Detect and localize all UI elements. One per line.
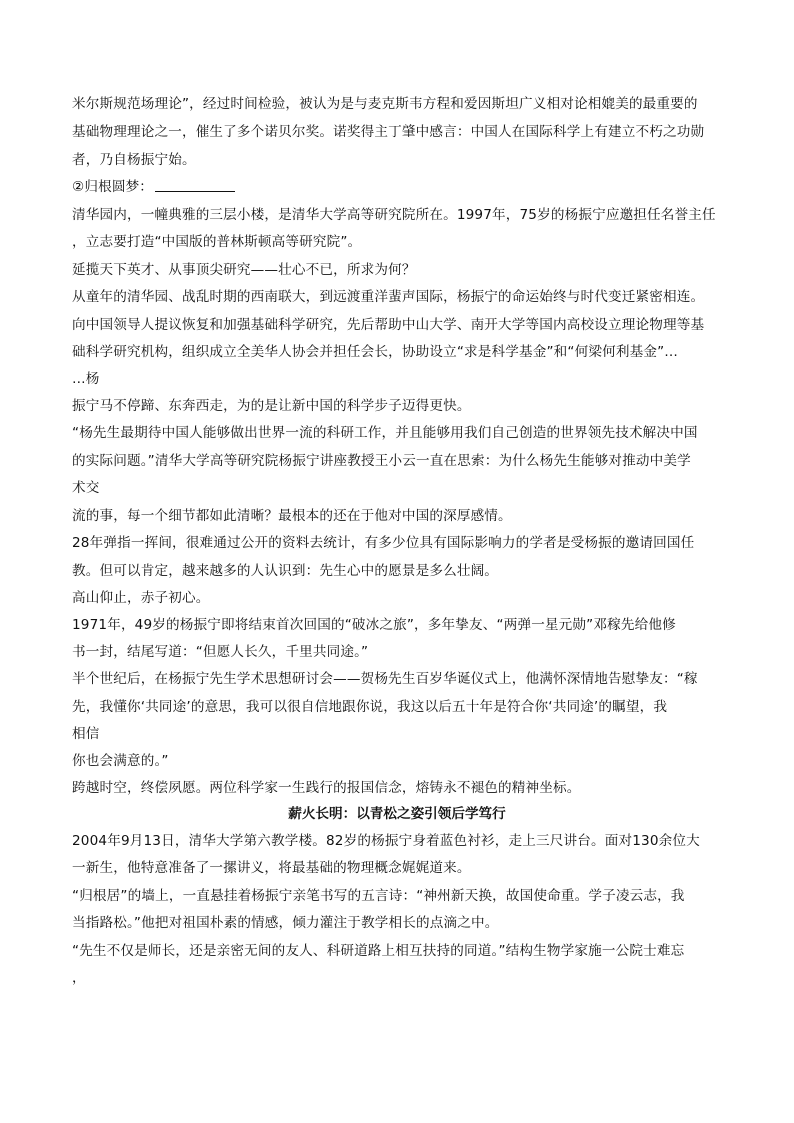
text-line: “杨先生最期待中国人能够做出世界一流的科研工作，并且能够用我们自己创造的世界领先技术解决中国 (72, 425, 698, 441)
text-line: ， (72, 970, 86, 986)
text-line: 你也会满意的。” (72, 753, 169, 769)
text-line: 28年弹指一挥间，很难通过公开的资料去统计，有多少位具有国际影响力的学者是受杨振的邀请回国任 (72, 535, 695, 551)
text-line: 础科学研究机构，组织成立全美华人协会并担任会长，协助设立“求是科学基金”和“何梁何利基金”… (72, 344, 679, 360)
text-line: 教。但可以肯定，越来越多的人认识到：先生心中的愿景是多么壮阔。 (72, 563, 499, 579)
section-label (72, 178, 235, 196)
text-line: 一新生，他特意准备了一摞讲义，将最基础的物理概念娓娓道来。 (72, 860, 471, 876)
text-line: 米尔斯规范场理论”，经过时间检验，被认为是与麦克斯韦方程和爱因斯坦广义相对论相媲美的最重要的 (72, 96, 698, 112)
text-line: 振宁马不停蹄、东奔西走，为的是让新中国的科学步子迈得更快。 (72, 398, 471, 414)
text-line: 书一封，结尾写道：“但愿人长久，千里共同途。” (72, 644, 369, 660)
text-line: 半个世纪后，在杨振宁先生学术思想研讨会——贺杨先生百岁华诞仪式上，他满怀深情地告慰挚友：“稼 (72, 671, 698, 687)
text-line: 向中国领导人提议恢复和加强基础科学研究，先后帮助中山大学、南开大学等国内高校设立理论物理等基 (72, 317, 705, 333)
text-line: 术交 (72, 480, 100, 496)
text-line: 高山仰止，赤子初心。 (72, 590, 210, 606)
section-label-text: ②归根圆梦： (72, 179, 154, 195)
text-line: 的实际问题。”清华大学高等研究院杨振宁讲座教授王小云一直在思索：为什么杨先生能够对推动中美学 (72, 453, 691, 469)
text-line: 从童年的清华园、战乱时期的西南联大，到远渡重洋蜚声国际，杨振宁的命运始终与时代变迁紧密相连。 (72, 289, 705, 305)
text-line: 跨越时空，终偿夙愿。两位科学家一生践行的报国信念，熔铸永不褪色的精神坐标。 (72, 780, 581, 796)
text-line: 延揽天下英才、从事顶尖研究——壮心不已，所求为何？ (72, 262, 416, 278)
text-line: 流的事，每一个细节都如此清晰？最根本的还在于他对中国的深厚感情。 (72, 508, 512, 524)
text-line: 相信 (72, 726, 100, 742)
text-line: “归根居”的墙上，一直悬挂着杨振宁亲笔书写的五言诗：“神州新天换，故国使命重。学子凌云志，我 (72, 888, 685, 904)
text-line: 清华园内，一幢典雅的三层小楼，是清华大学高等研究院所在。1997年，75岁的杨振宁应邀担任名誉主任 (72, 207, 716, 223)
text-line: 先，我懂你‘共同途’的意思，我可以很自信地跟你说，我这以后五十年是符合你‘共同途’的瞩望，我 (72, 699, 668, 715)
text-line: …杨 (72, 371, 100, 387)
text-line: 1971年，49岁的杨振宁即将结束首次回国的“破冰之旅”，多年挚友、“两弹一星元勋”邓稼先给他修 (72, 617, 676, 633)
text-line: 2004年9月13日，清华大学第六教学楼。82岁的杨振宁身着蓝色衬衫，走上三尺讲台。面对130余位大 (72, 833, 700, 849)
text-line: 者，乃自杨振宁始。 (72, 152, 196, 168)
text-line: 基础物理理论之一，催生了多个诺贝尔奖。诺奖得主丁肇中感言：中国人在国际科学上有建立不朽之功勋 (72, 124, 705, 140)
section-heading: 薪火长明：以青松之姿引领后学笃行 (288, 806, 506, 822)
answer-blank (155, 179, 235, 192)
text-line: ，立志要打造“中国版的普林斯顿高等研究院”。 (72, 234, 362, 250)
text-line: 当指路松。”他把对祖国朴素的情感，倾力灌注于教学相长的点滴之中。 (72, 915, 499, 931)
text-line: “先生不仅是师长，还是亲密无间的友人、科研道路上相互扶持的同道。”结构生物学家施一公院士难忘 (72, 943, 685, 959)
